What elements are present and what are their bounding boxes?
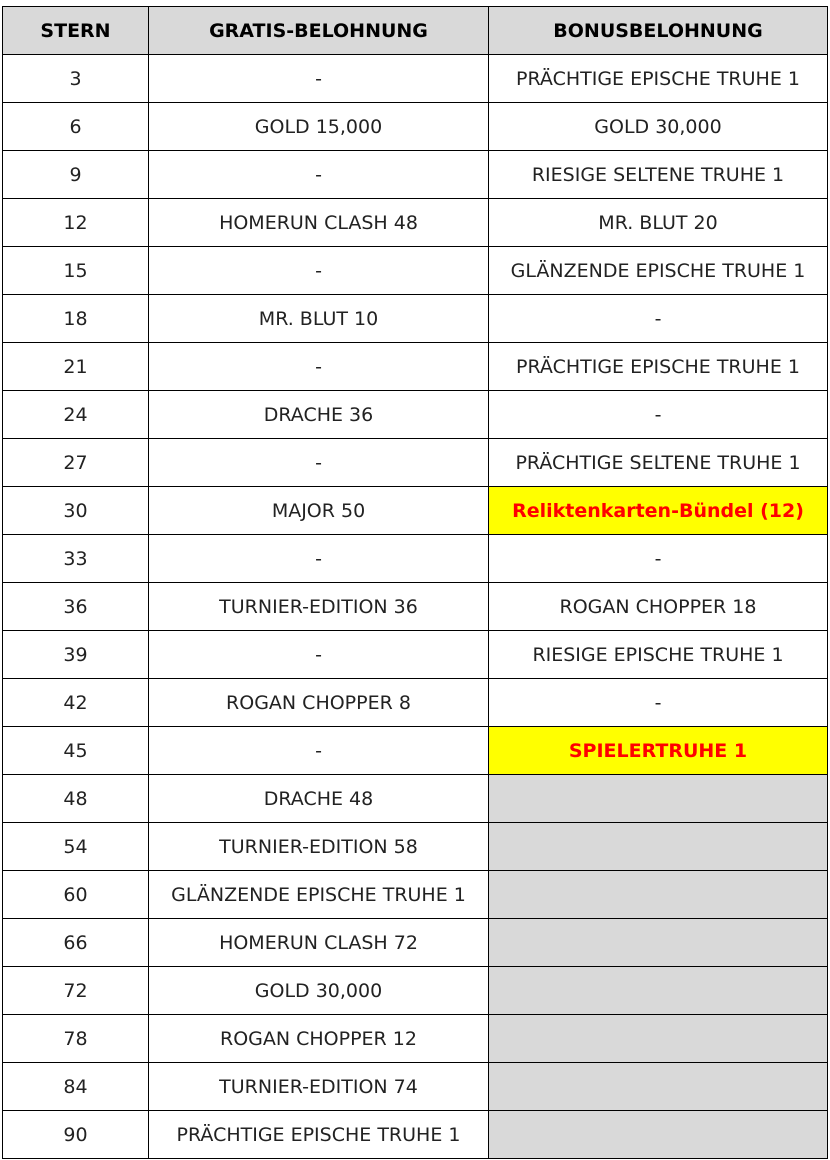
- star-cell: 39: [3, 631, 149, 679]
- star-cell: 33: [3, 535, 149, 583]
- table-row: [3, 967, 828, 1015]
- star-cell: 6: [3, 103, 149, 151]
- free-reward-cell: GOLD 15,000: [149, 103, 489, 151]
- star-cell: 3: [3, 55, 149, 103]
- bonus-reward-cell: GLÄNZENDE EPISCHE TRUHE 1: [489, 247, 828, 295]
- table-row: [3, 1111, 828, 1159]
- star-cell: 15: [3, 247, 149, 295]
- table-row: [3, 343, 828, 391]
- free-reward-cell: GOLD 30,000: [149, 967, 489, 1015]
- free-reward-cell: ROGAN CHOPPER 8: [149, 679, 489, 727]
- table-row: [3, 775, 828, 823]
- star-cell: 21: [3, 343, 149, 391]
- bonus-reward-empty-cell: [489, 775, 828, 823]
- table-row: [3, 55, 828, 103]
- table-row: [3, 151, 828, 199]
- bonus-reward-cell: -: [489, 391, 828, 439]
- bonus-reward-cell: PRÄCHTIGE EPISCHE TRUHE 1: [489, 343, 828, 391]
- bonus-reward-empty-cell: [489, 871, 828, 919]
- bonus-reward-empty-cell: [489, 1063, 828, 1111]
- free-reward-cell: ROGAN CHOPPER 12: [149, 1015, 489, 1063]
- free-reward-cell: MR. BLUT 10: [149, 295, 489, 343]
- free-reward-cell: -: [149, 727, 489, 775]
- free-reward-cell: HOMERUN CLASH 48: [149, 199, 489, 247]
- bonus-reward-cell: RIESIGE EPISCHE TRUHE 1: [489, 631, 828, 679]
- table-row: [3, 583, 828, 631]
- free-reward-cell: DRACHE 48: [149, 775, 489, 823]
- star-cell: 27: [3, 439, 149, 487]
- free-reward-cell: -: [149, 631, 489, 679]
- table-row: [3, 103, 828, 151]
- bonus-reward-empty-cell: [489, 1111, 828, 1159]
- free-reward-cell: -: [149, 343, 489, 391]
- star-cell: 36: [3, 583, 149, 631]
- bonus-reward-cell: RIESIGE SELTENE TRUHE 1: [489, 151, 828, 199]
- header-free-reward: GRATIS-BELOHNUNG: [149, 7, 489, 55]
- bonus-reward-cell: GOLD 30,000: [489, 103, 828, 151]
- bonus-reward-cell: -: [489, 295, 828, 343]
- bonus-reward-cell: PRÄCHTIGE SELTENE TRUHE 1: [489, 439, 828, 487]
- table-row: [3, 871, 828, 919]
- bonus-reward-empty-cell: [489, 823, 828, 871]
- free-reward-cell: -: [149, 151, 489, 199]
- free-reward-cell: HOMERUN CLASH 72: [149, 919, 489, 967]
- table-row: [3, 1015, 828, 1063]
- bonus-reward-cell: PRÄCHTIGE EPISCHE TRUHE 1: [489, 55, 828, 103]
- table-row: [3, 391, 828, 439]
- reward-table-body: [3, 55, 828, 1159]
- free-reward-cell: -: [149, 55, 489, 103]
- table-row: [3, 199, 828, 247]
- table-row: [3, 631, 828, 679]
- table-row: [3, 823, 828, 871]
- star-cell: 54: [3, 823, 149, 871]
- table-row: [3, 535, 828, 583]
- free-reward-cell: TURNIER-EDITION 58: [149, 823, 489, 871]
- star-cell: 45: [3, 727, 149, 775]
- free-reward-cell: MAJOR 50: [149, 487, 489, 535]
- star-cell: 24: [3, 391, 149, 439]
- free-reward-cell: TURNIER-EDITION 36: [149, 583, 489, 631]
- star-cell: 60: [3, 871, 149, 919]
- table-row: [3, 1063, 828, 1111]
- bonus-reward-cell: MR. BLUT 20: [489, 199, 828, 247]
- bonus-reward-empty-cell: [489, 919, 828, 967]
- free-reward-cell: PRÄCHTIGE EPISCHE TRUHE 1: [149, 1111, 489, 1159]
- table-row: [3, 919, 828, 967]
- star-cell: 72: [3, 967, 149, 1015]
- table-row: [3, 727, 828, 775]
- star-cell: 84: [3, 1063, 149, 1111]
- star-cell: 90: [3, 1111, 149, 1159]
- star-cell: 18: [3, 295, 149, 343]
- bonus-reward-cell: ROGAN CHOPPER 18: [489, 583, 828, 631]
- bonus-reward-empty-cell: [489, 1015, 828, 1063]
- bonus-reward-cell: -: [489, 535, 828, 583]
- table-row: [3, 295, 828, 343]
- bonus-reward-highlight-cell: Reliktenkarten-Bündel (12): [489, 487, 828, 535]
- table-row: [3, 247, 828, 295]
- star-cell: 78: [3, 1015, 149, 1063]
- bonus-reward-empty-cell: [489, 967, 828, 1015]
- star-cell: 9: [3, 151, 149, 199]
- free-reward-cell: -: [149, 535, 489, 583]
- star-cell: 42: [3, 679, 149, 727]
- table-row: [3, 679, 828, 727]
- header-row: [3, 7, 828, 55]
- free-reward-cell: DRACHE 36: [149, 391, 489, 439]
- reward-table: [2, 6, 828, 1159]
- table-row: [3, 487, 828, 535]
- header-star: STERN: [3, 7, 149, 55]
- header-bonus-reward: BONUSBELOHNUNG: [489, 7, 828, 55]
- star-cell: 12: [3, 199, 149, 247]
- free-reward-cell: -: [149, 439, 489, 487]
- table-row: [3, 439, 828, 487]
- bonus-reward-cell: -: [489, 679, 828, 727]
- bonus-reward-highlight-cell: SPIELERTRUHE 1: [489, 727, 828, 775]
- free-reward-cell: TURNIER-EDITION 74: [149, 1063, 489, 1111]
- star-cell: 66: [3, 919, 149, 967]
- free-reward-cell: -: [149, 247, 489, 295]
- free-reward-cell: GLÄNZENDE EPISCHE TRUHE 1: [149, 871, 489, 919]
- star-cell: 30: [3, 487, 149, 535]
- star-cell: 48: [3, 775, 149, 823]
